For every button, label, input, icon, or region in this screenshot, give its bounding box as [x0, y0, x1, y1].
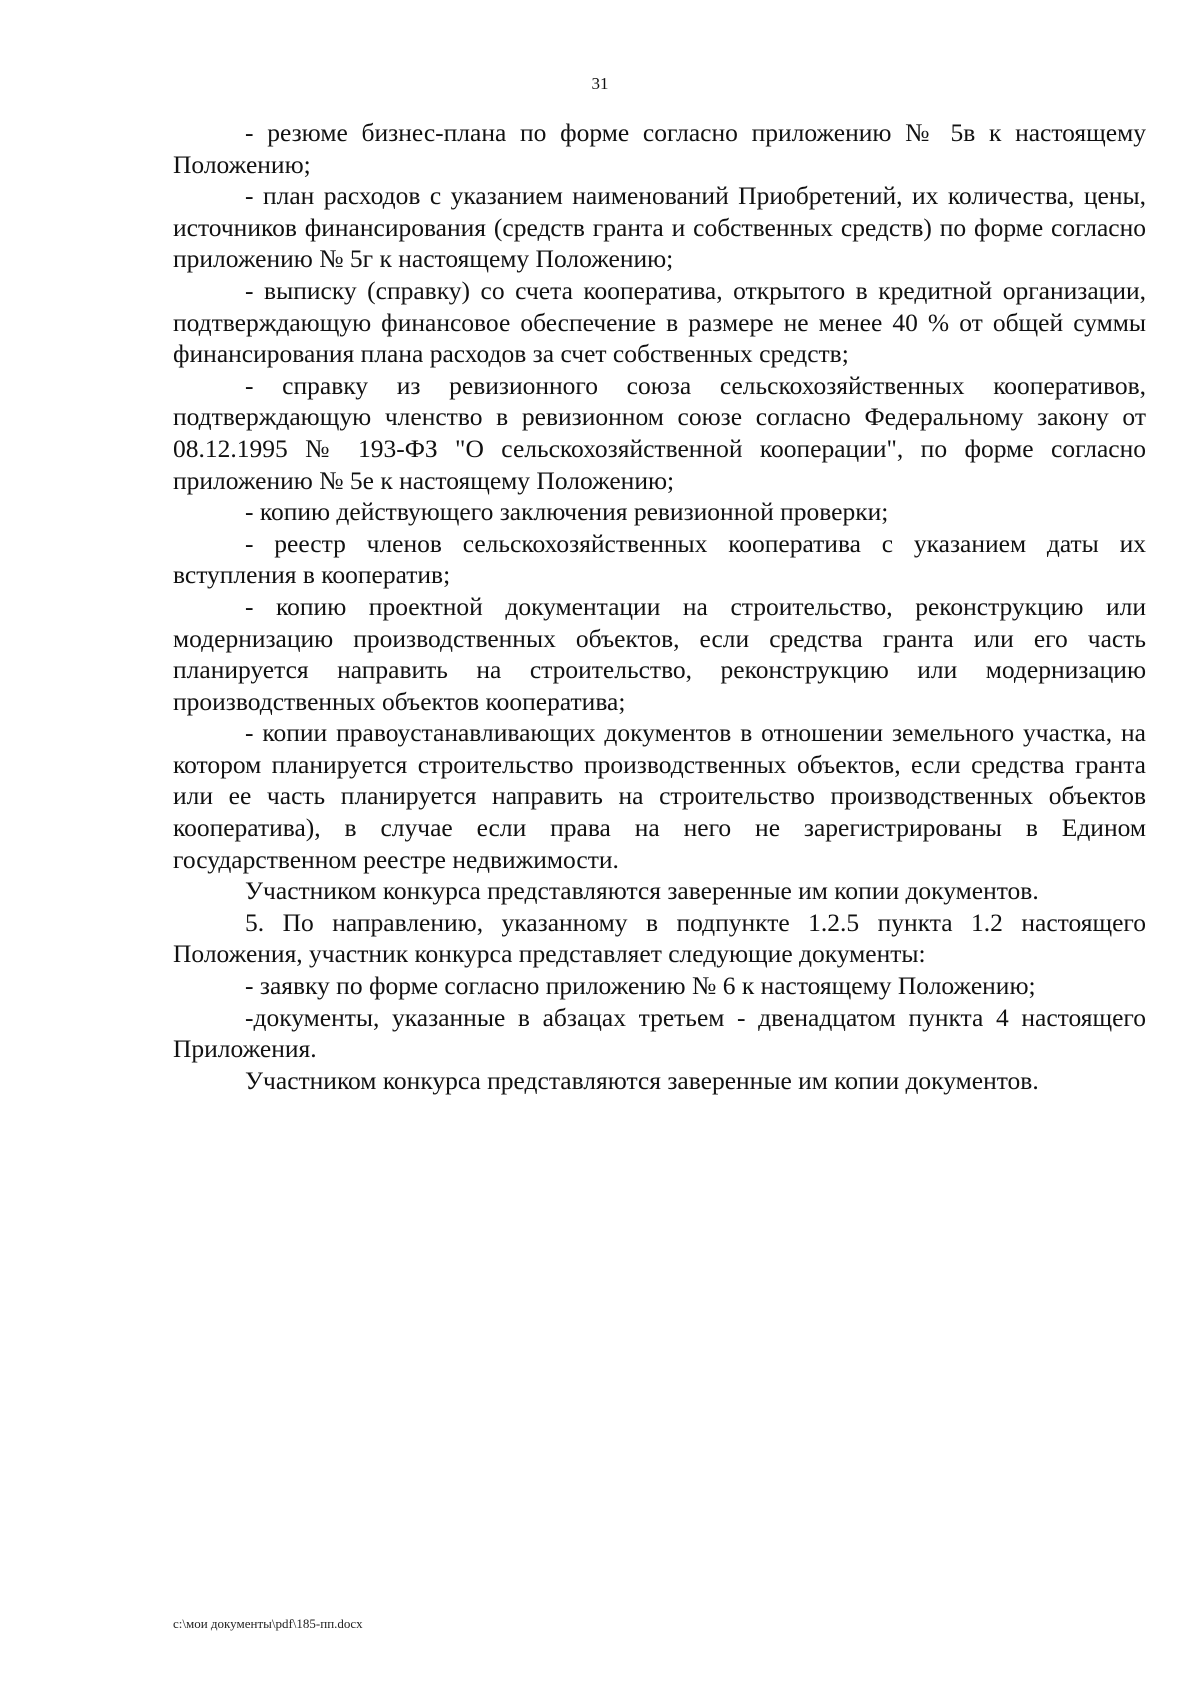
paragraph-certified-copies-1: Участником конкурса представляются заверенные им копии документов.	[245, 876, 1039, 906]
paragraph-item-5: 5. По направлению, указанному в подпункте 1.2.5 пункта 1.2 настоящего Положения, участник конкурса представляет следующие документы:	[173, 907, 1146, 969]
document-body	[173, 117, 1146, 1096]
paragraph-application-form: - заявку по форме согласно приложению № 6 к настоящему Положению;	[245, 971, 1036, 1001]
paragraph-member-register: - реестр членов сельскохозяйственных кооператива с указанием даты их вступления в кооператив;	[173, 528, 1146, 590]
paragraph-documents-reference: -документы, указанные в абзацах третьем - двенадцатом пункта 4 настоящего Приложения.	[173, 1002, 1146, 1064]
paragraph-business-plan-summary: - резюме бизнес-плана по форме согласно приложению № 5в к настоящему Положению;	[173, 118, 1146, 179]
page-number: 31	[591, 74, 609, 93]
paragraph-audit-conclusion: - копию действующего заключения ревизионной проверки;	[245, 497, 889, 527]
paragraph-bank-statement: - выписку (справку) со счета кооператива, открытого в кредитной организации, подтверждающую финансовое обеспечение в размере не менее 40 % от общей суммы финансирования плана расходов за счет собственных средств;	[173, 275, 1146, 369]
paragraph-audit-union-certificate: - справку из ревизионного союза сельскохозяйственных кооперативов, подтверждающую членство в ревизионном союзе согласно Федеральному закону от 08.12.1995 № 193-ФЗ "О сельскохозяйственной кооперации", по форме согласно приложению № 5е к настоящему Положению;	[173, 370, 1146, 495]
footer-file-path: c:\мои документы\pdf\185-пп.docx	[173, 1616, 363, 1631]
paragraph-certified-copies-2: Участником конкурса представляются заверенные им копии документов.	[245, 1065, 1039, 1095]
paragraph-land-documents: - копии правоустанавливающих документов в отношении земельного участка, на котором планируется строительство производственных объектов, если средства гранта или ее часть планируется направить на строительство производственных объектов кооператива), в случае если права на него не зарегистрированы в Едином государственном реестре недвижимости.	[173, 718, 1146, 874]
paragraph-expense-plan: - план расходов с указанием наименований Приобретений, их количества, цены, источников финансирования (средств гранта и собственных средств) по форме согласно приложению № 5г к настоящему Положению;	[173, 181, 1146, 274]
paragraph-project-documentation: - копию проектной документации на строительство, реконструкцию или модернизацию производственных объектов, если средства гранта или его часть планируется направить на строительство, реконструкцию или модернизацию производственных объектов кооператива;	[173, 591, 1146, 716]
